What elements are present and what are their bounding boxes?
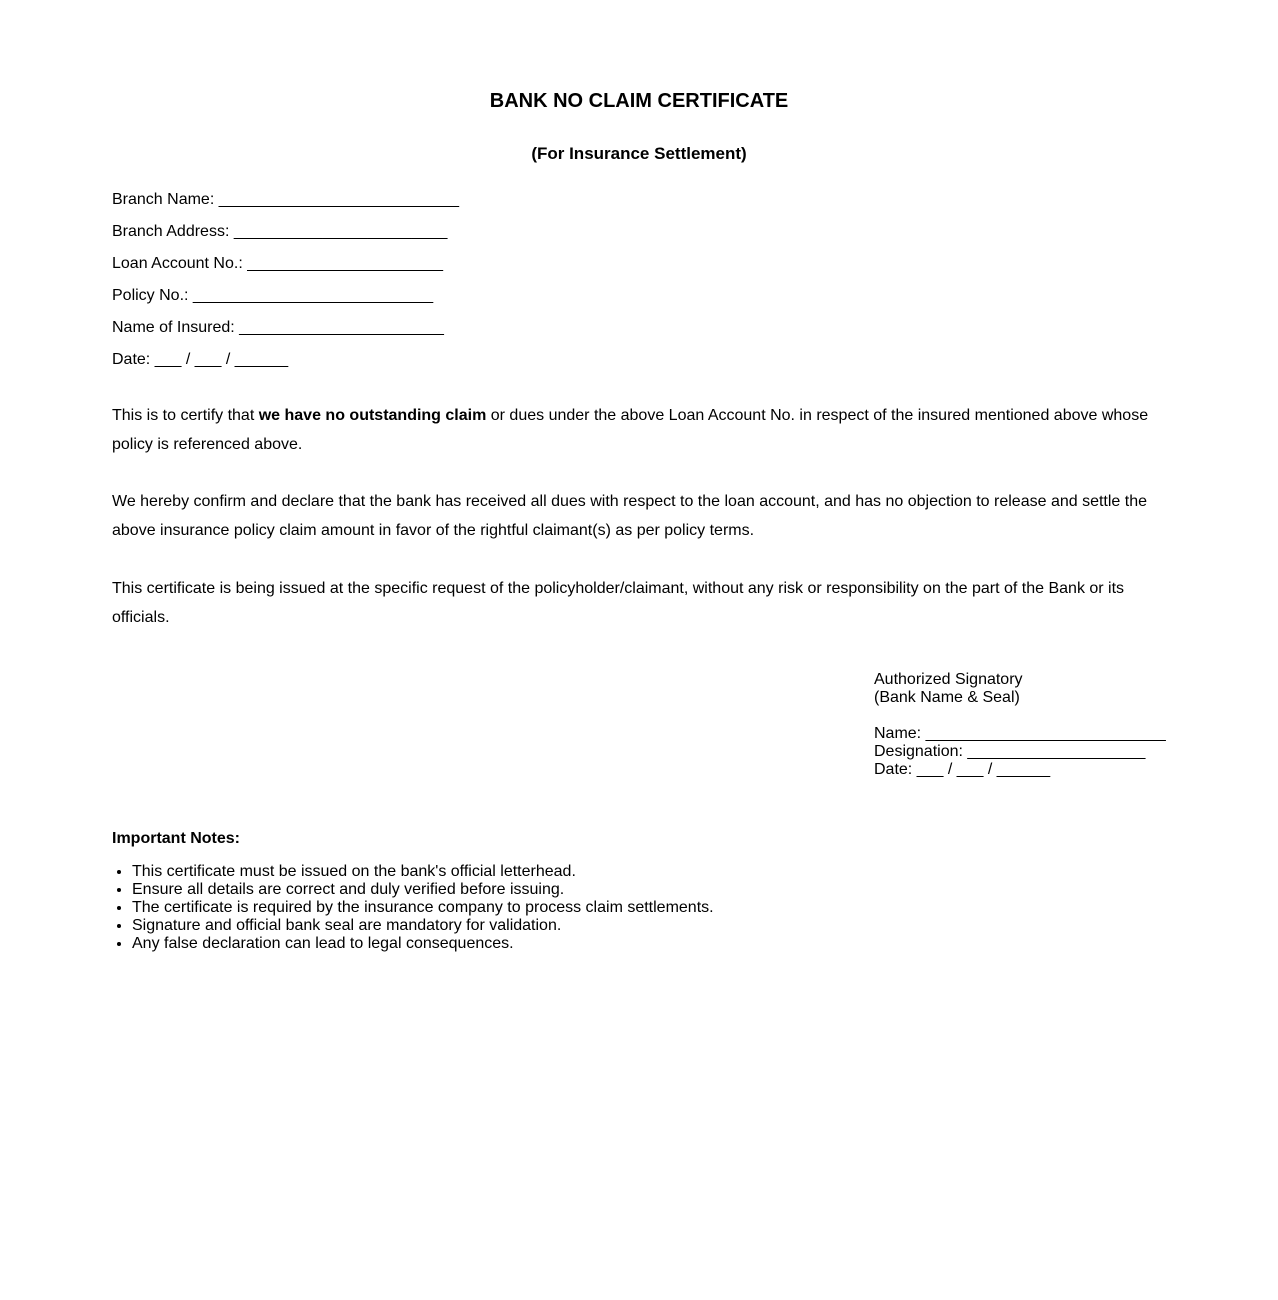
loan-account-field: Loan Account No.: ______________________ bbox=[112, 255, 443, 272]
signatory-designation-field: Designation: ____________________ bbox=[874, 743, 1146, 760]
notes-heading: Important Notes: bbox=[112, 830, 240, 847]
list-item: • Signature and official bank seal are mandatory for validation. bbox=[132, 917, 714, 935]
list-item: • Any false declaration can lead to legal consequences. bbox=[132, 935, 714, 953]
disclaimer-paragraph: This certificate is being issued at the specific request of the policyholder/claimant, without any risk or responsibility on the part of the Bank or its officials. bbox=[112, 580, 1125, 626]
signatory-title: Authorized Signatory bbox=[874, 671, 1023, 688]
signatory-spacer bbox=[874, 707, 1166, 725]
certification-text-end: or dues under the above Loan Account No. in respect of the insured mentioned above whose policy is referenced above. bbox=[112, 407, 1149, 453]
document-title: BANK NO CLAIM CERTIFICATE bbox=[489, 90, 789, 112]
date-field: Date: ___ / ___ / ______ bbox=[112, 351, 289, 368]
signatory-seal-note: (Bank Name & Seal) bbox=[874, 689, 1020, 706]
list-item: • The certificate is required by the insurance company to process claim settlements. bbox=[132, 899, 714, 917]
signatory-date-field: Date: ___ / ___ / ______ bbox=[874, 761, 1051, 778]
list-item: • This certificate must be issued on the bank's official letterhead. bbox=[132, 863, 714, 881]
signatory-block bbox=[874, 671, 1166, 779]
notes-list bbox=[112, 863, 714, 953]
declaration-paragraph: We hereby confirm and declare that the bank has received all dues with respect to the loan account, and has no objection to release and settle the above insurance policy claim amount in favor of the rightful claimant(s) as per policy terms. bbox=[112, 493, 1148, 539]
branch-address-field: Branch Address: ________________________ bbox=[112, 223, 448, 240]
policy-number-field: Policy No.: ___________________________ bbox=[112, 287, 434, 304]
certification-paragraph bbox=[112, 401, 1172, 459]
certification-text-start: This is to certify that bbox=[112, 407, 259, 424]
details-fields bbox=[112, 189, 459, 381]
certification-emphasis: we have no outstanding claim bbox=[258, 407, 487, 424]
name-of-insured-field: Name of Insured: _______________________ bbox=[112, 319, 444, 336]
list-item: • Ensure all details are correct and duly verified before issuing. bbox=[132, 881, 714, 899]
signatory-name-field: Name: ___________________________ bbox=[874, 725, 1166, 742]
branch-name-field: Branch Name: ___________________________ bbox=[112, 191, 459, 208]
document-subtitle: (For Insurance Settlement) bbox=[531, 144, 747, 163]
